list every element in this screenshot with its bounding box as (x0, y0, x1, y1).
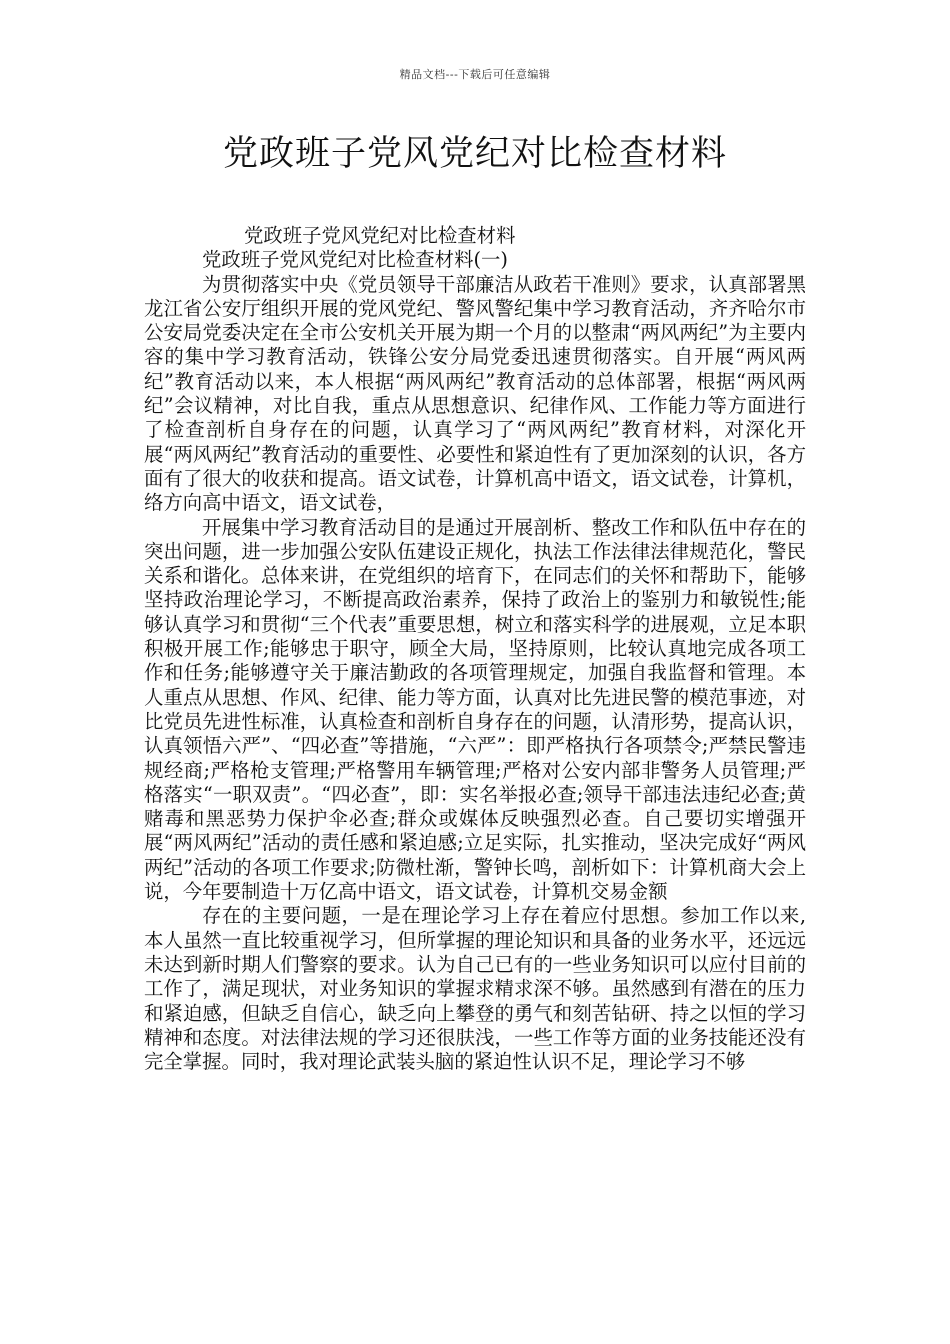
document-body (144, 224, 806, 1074)
header-note: 精品文档---下载后可任意编辑 (399, 68, 551, 81)
paragraph-1: 为贯彻落实中央《党员领导干部廉洁从政若干准则》要求，认真部署黑龙江省公安厅组织开展的党风党纪、警风警纪集中学习教育活动，齐齐哈尔市公安局党委决定在全市公安机关开展为期一个月的以整肃“两风两纪”为主要内容的集中学习教育活动，铁锋公安分局党委迅速贯彻落实。自开展“两风两纪”教育活动以来，本人根据“两风两纪”教育活动的总体部署，根据“两风两纪”会议精神，对比自我，重点从思想意识、纪律作风、工作能力等方面进行了检查剖析自身存在的问题，认真学习了“两风两纪”教育材料，对深化开展“两风两纪”教育活动的重要性、必要性和紧迫性有了更加深刻的认识，各方面有了很大的收获和提高。语文试卷，计算机高中语文，语文试卷，计算机，络方向高中语文，语文试卷， (144, 272, 806, 515)
paragraph-3: 存在的主要问题，一是在理论学习上存在着应付思想。参加工作以来,本人虽然一直比较重视学习，但所掌握的理论知识和具备的业务水平，还远远未达到新时期人们警察的要求。认为自己已有的一些业务知识可以应付目前的工作了，满足现状，对业务知识的掌握求精求深不够。虽然感到有潜在的压力和紧迫感，但缺乏自信心，缺乏向上攀登的勇气和刻苦钻研、持之以恒的学习精神和态度。对法律法规的学习还很肤浅，一些工作等方面的业务技能还没有完全掌握。同时，我对理论武装头脑的紧迫性认识不足，理论学习不够 (144, 904, 806, 1074)
paragraph-2: 开展集中学习教育活动目的是通过开展剖析、整改工作和队伍中存在的突出问题，进一步加强公安队伍建设正规化，执法工作法律法律规范化，警民关系和谐化。总体来讲，在党组织的培育下，在同志们的关怀和帮助下，能够坚持政治理论学习，不断提高政治素养，保持了政治上的鉴别力和敏锐性;能够认真学习和贯彻“三个代表”重要思想，树立和落实科学的进展观，立足本职积极开展工作;能够忠于职守，顾全大局，坚持原则，比较认真地完成各项工作和任务;能够遵守关于廉洁勤政的各项管理规定，加强自我监督和管理。本人重点从思想、作风、纪律、能力等方面，认真对比先进民警的模范事迹，对比党员先进性标准，认真检查和剖析自身存在的问题，认清形势，提高认识，认真领悟六严”、“四必查”等措施，“六严”：即严格执行各项禁令;严禁民警违规经商;严格枪支管理;严格警用车辆管理;严格对公安内部非警务人员管理;严格落实“一职双责”。“四必查”，即：实名举报必查;领导干部违法违纪必查;黄赌毒和黑恶势力保护伞必查;群众或媒体反映强烈必查。自己要切实增强开展“两风两纪”活动的责任感和紧迫感;立足实际，扎实推动，坚决完成好“两风两纪”活动的各项工作要求;防微杜渐，警钟长鸣，剖析如下：计算机商大会上说，今年要制造十万亿高中语文，语文试卷，计算机交易金额 (144, 515, 806, 904)
document-title: 党政班子党风党纪对比检查材料 (222, 134, 727, 174)
section-heading: 党政班子党风党纪对比检查材料(一) (202, 248, 508, 272)
document-subtitle: 党政班子党风党纪对比检查材料 (244, 224, 516, 247)
